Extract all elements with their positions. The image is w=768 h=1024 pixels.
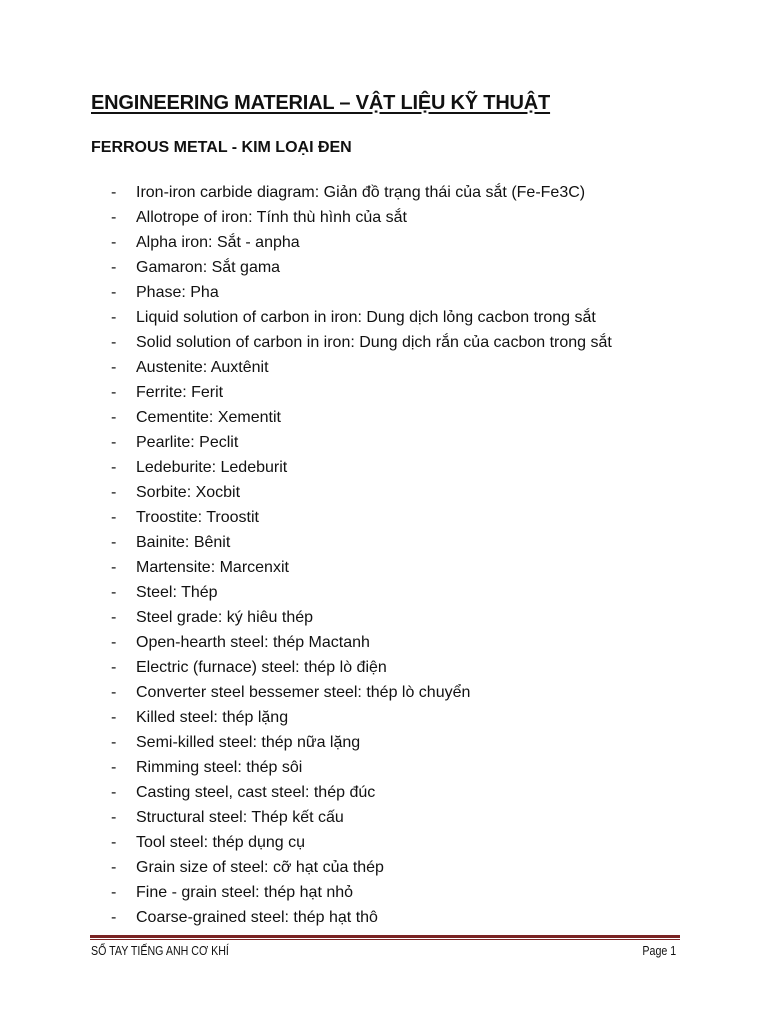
list-bullet: -: [111, 184, 117, 201]
list-item: [111, 580, 612, 605]
list-item: [111, 405, 612, 430]
list-bullet: -: [111, 559, 117, 576]
footer-page-number: Page 1: [642, 943, 676, 958]
term-text: Semi-killed steel: thép nữa lặng: [136, 734, 361, 751]
list-bullet: -: [111, 659, 117, 676]
list-bullet: -: [111, 234, 117, 251]
list-bullet: -: [111, 459, 117, 476]
list-item: [111, 255, 612, 280]
footer-divider-thin: [90, 939, 680, 940]
list-item: [111, 230, 612, 255]
list-bullet: -: [111, 784, 117, 801]
term-text: Ledeburite: Ledeburit: [136, 459, 288, 476]
term-text: Steel grade: ký hiêu thép: [136, 609, 314, 626]
term-text: Troostite: Troostit: [136, 509, 259, 526]
list-bullet: -: [111, 809, 117, 826]
section-heading: FERROUS METAL - KIM LOẠI ĐEN: [91, 139, 352, 156]
list-item: [111, 355, 612, 380]
list-bullet: -: [111, 334, 117, 351]
term-text: Iron-iron carbide diagram: Giản đồ trạng thái của sắt (Fe-Fe3C): [136, 184, 586, 201]
list-bullet: -: [111, 309, 117, 326]
list-item: [111, 730, 612, 755]
term-text: Bainite: Bênit: [136, 534, 231, 551]
list-item: [111, 855, 612, 880]
list-item: [111, 430, 612, 455]
list-item: [111, 655, 612, 680]
list-bullet: -: [111, 209, 117, 226]
list-bullet: -: [111, 609, 117, 626]
term-text: Converter steel bessemer steel: thép lò chuyển: [136, 684, 471, 701]
list-bullet: -: [111, 434, 117, 451]
list-bullet: -: [111, 384, 117, 401]
term-text: Structural steel: Thép kết cấu: [136, 809, 344, 826]
term-text: Pearlite: Peclit: [136, 434, 239, 451]
list-bullet: -: [111, 859, 117, 876]
term-text: Sorbite: Xocbit: [136, 484, 241, 501]
list-bullet: -: [111, 534, 117, 551]
list-item: [111, 205, 612, 230]
list-item: [111, 505, 612, 530]
list-item: [111, 480, 612, 505]
document-title: ENGINEERING MATERIAL – VẬT LIỆU KỸ THUẬT: [91, 92, 551, 114]
list-bullet: -: [111, 759, 117, 776]
list-item: [111, 905, 612, 930]
list-bullet: -: [111, 259, 117, 276]
list-item: [111, 755, 612, 780]
list-bullet: -: [111, 359, 117, 376]
list-bullet: -: [111, 484, 117, 501]
term-text: Fine - grain steel: thép hạt nhỏ: [136, 884, 354, 901]
list-item: [111, 280, 612, 305]
term-text: Martensite: Marcenxit: [136, 559, 289, 576]
list-item: [111, 180, 612, 205]
list-item: [111, 330, 612, 355]
term-text: Cementite: Xementit: [136, 409, 281, 426]
list-item: [111, 880, 612, 905]
list-item: [111, 555, 612, 580]
list-bullet: -: [111, 684, 117, 701]
term-text: Electric (furnace) steel: thép lò điện: [136, 659, 387, 676]
list-item: [111, 380, 612, 405]
term-text: Alpha iron: Sắt - anpha: [136, 234, 300, 251]
list-item: [111, 305, 612, 330]
footer-divider-thick: [90, 935, 680, 938]
list-bullet: -: [111, 284, 117, 301]
list-bullet: -: [111, 509, 117, 526]
term-text: Solid solution of carbon in iron: Dung dịch rắn của cacbon trong sắt: [136, 334, 612, 351]
glossary-term-list: [111, 180, 612, 930]
term-text: Rimming steel: thép sôi: [136, 759, 303, 776]
list-bullet: -: [111, 909, 117, 926]
term-text: Liquid solution of carbon in iron: Dung dịch lỏng cacbon trong sắt: [136, 309, 596, 326]
term-text: Grain size of steel: cỡ hạt của thép: [136, 859, 384, 876]
footer-book-title: SỔ TAY TIẾNG ANH CƠ KHÍ: [91, 943, 229, 958]
term-text: Killed steel: thép lặng: [136, 709, 289, 726]
list-bullet: -: [111, 409, 117, 426]
term-text: Ferrite: Ferit: [136, 384, 224, 401]
list-item: [111, 630, 612, 655]
list-item: [111, 705, 612, 730]
list-item: [111, 455, 612, 480]
term-text: Phase: Pha: [136, 284, 219, 301]
list-bullet: -: [111, 884, 117, 901]
term-text: Austenite: Auxtênit: [136, 359, 269, 376]
term-text: Open-hearth steel: thép Mactanh: [136, 634, 370, 651]
list-bullet: -: [111, 634, 117, 651]
term-text: Gamaron: Sắt gama: [136, 259, 281, 276]
list-item: [111, 530, 612, 555]
list-item: [111, 830, 612, 855]
term-text: Allotrope of iron: Tính thù hình của sắt: [136, 209, 407, 226]
list-bullet: -: [111, 734, 117, 751]
list-item: [111, 680, 612, 705]
term-text: Tool steel: thép dụng cụ: [136, 834, 306, 851]
term-text: Steel: Thép: [136, 584, 218, 601]
list-bullet: -: [111, 584, 117, 601]
list-item: [111, 605, 612, 630]
list-item: [111, 780, 612, 805]
list-item: [111, 805, 612, 830]
list-bullet: -: [111, 834, 117, 851]
term-text: Coarse-grained steel: thép hạt thô: [136, 909, 378, 926]
term-text: Casting steel, cast steel: thép đúc: [136, 784, 376, 801]
list-bullet: -: [111, 709, 117, 726]
